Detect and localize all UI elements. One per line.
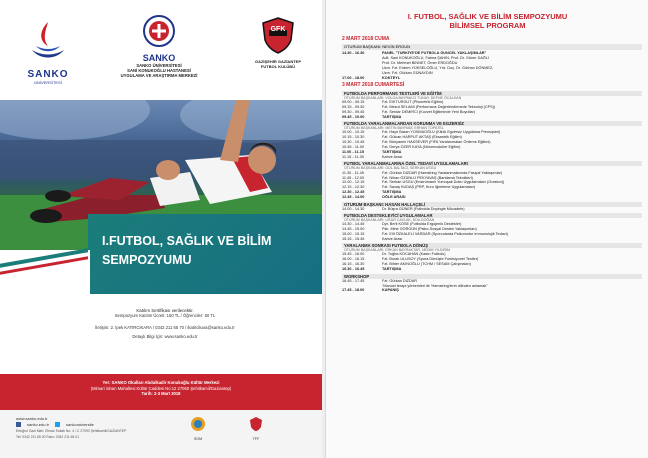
tff-logo-icon xyxy=(248,416,264,432)
club-badge-text: GFK xyxy=(270,26,286,33)
program-item: Fzt. Gülcan HARPUT AKTAŞ (Eksantrik Eğitim) xyxy=(382,135,462,140)
section-chairs: OTURUM BAŞKANLARI: VOLGA BAYRAKCI TUNAY, DEFNE ÖCALKAN xyxy=(344,95,462,100)
program-item: PANEL "TÜRKİYE'DE FUTBOLA GÜNCEL YAKLAŞIMLAR" xyxy=(382,51,487,55)
program-item: Fzt. Elif ÖZKALELİ VARDAR (Sporcularda Psikomotor İmmunolojik Tedavi) xyxy=(382,231,508,236)
program-time: 10.45 - 11.00 xyxy=(342,145,365,150)
program-item: Dr. Büşra GÜNER (Futbolda Dopingle Mücadele) xyxy=(382,206,465,211)
certificate-note: Katılım Sertifikası verilecektir. xyxy=(136,308,194,313)
footer-phone: Tel: 0342 211 65 00 Faks: 0342 211 65 01 xyxy=(16,435,80,439)
footer-social1: sanko.edu.tr xyxy=(27,422,50,427)
footer-address: Ertuğrul Gazi Mah. Elmas Sokak No: 4 / C 27090 Şehitkamil/GAZİANTEP xyxy=(16,429,127,433)
program-time: 14.30 - 16.30 xyxy=(342,51,365,55)
program-row xyxy=(342,237,642,242)
program-item: Kahve Arası xyxy=(382,155,403,159)
club-line1: GAZİŞEHİR GAZİANTEP xyxy=(254,59,301,64)
club-line2: FUTBOL KULÜBÜ xyxy=(260,64,296,69)
program-item: TARTIŞMA xyxy=(382,190,402,195)
program-item: Fzt. Hayri Baran YOSMAOĞLU (Klinik Egzersiz Uygulama Prensipleri) xyxy=(382,130,501,135)
program-item: ÖĞLE ARASI xyxy=(382,195,406,200)
program-item: Uzm. Fzt. Gürkan GÜNAYDIN xyxy=(382,70,433,75)
program-row xyxy=(342,267,642,272)
program-item: Fzt. Serkan USGU (Enstrümanlı Yumuşak Doku Uygulamaları (Graston)) xyxy=(382,180,505,185)
facebook-icon xyxy=(16,422,21,427)
program-section xyxy=(342,213,642,242)
program-item: Fzt. Bünyamin HAKSEVER (FIFA Yaralanmaları Önleme Eğitimi) xyxy=(382,140,491,145)
club-shield-icon xyxy=(260,16,296,54)
program-item: Fzt. Bihter AKINOĞLU (TCHM / SESAM Çalışmaları) xyxy=(382,262,472,267)
program-item: Uzm. Fzt. Erdem YÜKSELOĞLU, Yrd. Doç. Dr. Gürhan DÖNMEZ, xyxy=(382,65,494,70)
program-item: Fzt. Gürkan DİZDAR xyxy=(382,278,418,283)
program-time: 09.45 - 10.00 xyxy=(342,114,365,119)
stripe-area xyxy=(0,250,90,294)
section-chairs: OTURUM BAŞKANLARI: METİN BAYRAM, ERHAN TOPATEL xyxy=(344,126,444,131)
section-chairs: OTURUM BAŞKANLARI: GÜL BALTACI, SERKAN USGU xyxy=(344,166,437,171)
section-title: FUTBOLDA PERFORMANS TESTLERİ VE EĞİTİM xyxy=(342,91,642,96)
program-section xyxy=(342,161,642,200)
logo-row xyxy=(0,0,322,100)
program-time: 16.45 - 17.45 xyxy=(342,278,365,283)
hospital-logo xyxy=(104,14,214,78)
program-item: Fzt. Mesut SELAMİ (Performans Değerlendirmede Teknoloji (CPS)) xyxy=(382,105,496,110)
hospital-seal-icon xyxy=(142,14,176,48)
hospital-wordmark: SANKO xyxy=(142,53,176,63)
program-item: Dr. Tuğba KOCAHAN (Kadın Futbolu) xyxy=(382,252,446,257)
program-item: Fzt. Elif TURGUT (Pliometrik Eğitim) xyxy=(382,100,444,105)
program-title-1: I. FUTBOL, SAĞLIK VE BİLİM SEMPOZYUMU xyxy=(407,12,568,21)
day1-heading: 2 MART 2018 CUMA xyxy=(342,36,390,42)
program-item: Fzt. Nihan ÖZÜNLÜ PEKYAVAŞ (Bantlama Teknikleri) xyxy=(382,175,473,180)
program-time: 11.00 - 11.15 xyxy=(342,150,364,155)
twitter-icon xyxy=(55,422,60,427)
program-time: 12.00 - 12.15 xyxy=(342,180,365,185)
program-time: 16.15 - 16.30 xyxy=(342,262,365,267)
program-time: 11.45 - 12.00 xyxy=(342,175,365,180)
section-title: OTURUM BAŞKANI: HASAN HALLAÇELİ xyxy=(342,202,642,207)
sanko-wordmark: SANKO xyxy=(27,69,69,80)
program-time: 15.45 - 16.00 xyxy=(342,252,365,257)
program-time: 14.30 - 14.45 xyxy=(342,222,365,227)
sgm-logo-icon xyxy=(190,416,206,432)
club-logo xyxy=(244,16,312,69)
program-item: Fzt. Serdar DEMİRCİ (Kuvvet Eğitiminde Yeni Boyutlar) xyxy=(382,109,476,114)
program-item: Fzt. Burak ULUSOY (Spora Dönüşte Fonksiyonel Testler) xyxy=(382,257,479,262)
program-page xyxy=(325,0,648,458)
section-title: FUTBOLDA YARALANMALARDAN KORUNMA VE EGZERSİZ xyxy=(342,121,642,126)
day1-rows xyxy=(342,51,642,80)
program-time: 16.00 - 16.15 xyxy=(342,257,365,262)
sponsor2-label: TFF xyxy=(252,437,260,441)
program-item: Psk. Mine GÖRGÜN (Psiko-Sosyal Destek Yaklaşımları) xyxy=(382,227,477,232)
program-time: 14.00 - 14.30 xyxy=(342,206,365,211)
program-item: Prof. Dr. Mehmet BİNNET, Ömer ERDOĞDU xyxy=(382,60,458,65)
program-item: Dyt. Beril KÖSE (Futbolda Ergojenik Destekler) xyxy=(382,222,462,227)
program-item: Adli. Sani KONUKOĞLU, Fatma ŞAHİN, Prof. Dr. Güner DAĞLI xyxy=(382,55,489,60)
program-item: TARTIŞMA xyxy=(382,150,402,155)
program-section xyxy=(342,243,642,272)
day1-chair: OTURUM BAŞKANI: NEVİN ERGUN xyxy=(342,44,642,50)
program-time: 09.15 - 09.30 xyxy=(342,105,365,110)
program-time: 09.30 - 09.45 xyxy=(342,109,365,114)
program-item: TARTIŞMA xyxy=(382,267,402,272)
section-title: FUTBOL YARALANMALARINA ÖZEL TEDAVİ UYGULAMALARI xyxy=(342,161,642,166)
section-chairs: OTURUM BAŞKANLARI: ERKAN BAYRAKTAR, NEDİM YILDIRIM xyxy=(344,248,451,253)
contact-info: İletişim: 2. İpek KATIRCIKARA / 0342 211 65 70 / ikatircikara@sanko.edu.tr xyxy=(95,324,235,330)
venue-line1: Yer: SANKO Okulları Abdulkadir Konukoğlu Kültür Merkezi xyxy=(102,380,220,385)
program-time: 17.00 - 18.00 xyxy=(342,75,365,80)
section-title: FUTBOLDA DESTEKLEYİCİ UYGULAMALAR xyxy=(342,213,642,218)
program-time: 15.00 - 15.15 xyxy=(342,231,365,236)
program-time: 15.15 - 15.45 xyxy=(342,236,365,241)
program-item: Fzt. Derya ÖZER KAYA (Nöromusküler Eğitim) xyxy=(382,145,461,150)
section-title: WORKSHOP xyxy=(342,274,642,279)
program-section xyxy=(342,121,642,160)
hospital-line1: SANKO ÜNİVERSİTESİ xyxy=(136,63,182,68)
program-row xyxy=(342,195,642,200)
program-time: 14.45 - 15.00 xyxy=(342,227,365,232)
program-section xyxy=(342,91,642,120)
program-item: TARTIŞMA xyxy=(382,114,402,119)
program-row xyxy=(342,115,642,120)
program-time: 11.30 - 11.45 xyxy=(342,170,364,175)
poster-title: I.FUTBOL, SAĞLIK VE BİLİM SEMPOZYUMU xyxy=(102,234,272,267)
info-block xyxy=(0,294,322,374)
hospital-line3: UYGULAMA VE ARAŞTIRMA MERKEZİ xyxy=(120,73,198,78)
poster-title-box xyxy=(88,214,322,294)
program-item: Fzt. Gürkan DİZDAR (Hamstring Yaralanmalarında Fasiyal Yaklaşımlar) xyxy=(382,170,503,175)
program-time: 09.00 - 09.15 xyxy=(342,100,365,105)
program-time: 12.15 - 12.30 xyxy=(342,185,365,190)
program-item: "Manuel terapi yöntemleri ile 'Hamstring'lerin dilinden anlamak" xyxy=(382,283,488,288)
section-chairs: OTURUM BAŞKANLARI: UĞUR CAVLAK, EDA DOĞAN xyxy=(344,217,435,222)
program-time: 12.30 - 12.45 xyxy=(342,190,365,195)
program-time: 17.45 - 18.00 xyxy=(342,288,365,293)
day2-sections xyxy=(342,91,642,293)
program-section xyxy=(342,274,642,294)
sanko-emblem-icon xyxy=(28,20,68,64)
program-row xyxy=(342,207,642,212)
program-time: 12.45 - 14.00 xyxy=(342,195,365,200)
sanko-university-logo xyxy=(20,20,76,85)
program-time: 10.30 - 10.45 xyxy=(342,140,365,145)
sponsor-tff xyxy=(236,416,276,441)
sanko-sub: ÜNİVERSİTESİ xyxy=(34,80,62,85)
fee-info: Sempozyum Katılım Ücreti: 150 TL / Öğrenciler: 50 TL xyxy=(114,313,216,319)
hospital-line2: SANİ KONUKOĞLU HASTANESİ xyxy=(127,68,191,73)
program-body xyxy=(342,36,642,293)
program-row xyxy=(342,288,642,293)
footer-social2: sankouniversite xyxy=(66,422,94,427)
venue-date: Tarih: 2-3 Mart 2018 xyxy=(141,391,181,397)
program-item: Kahve Arası xyxy=(382,236,403,241)
section-title: YARALANMA SONRASI FUTBOLA DÖNÜŞ xyxy=(342,243,642,248)
venue-line2: (Mimari Sinan Mahallesi Kültür Caddesi No:12 27060 Şehitkamil/Gaziantep) xyxy=(90,385,232,391)
footer-website: www.sanko.edu.tr xyxy=(16,416,48,421)
program-item: KOKTEYL xyxy=(382,75,401,80)
program-row xyxy=(342,155,642,160)
sponsor-sgm xyxy=(178,416,218,441)
program-row xyxy=(342,76,642,81)
program-time: 10.15 - 10.30 xyxy=(342,135,365,140)
program-title-2: BİLİMSEL PROGRAM xyxy=(449,21,526,30)
venue-band xyxy=(0,374,322,410)
poster-page xyxy=(0,0,322,458)
day2-heading: 3 MART 2018 CUMARTESİ xyxy=(342,82,405,89)
program-item: Fzt. Savaş KUDAŞ (PRP, Kuru İğneleme Uygulamaları) xyxy=(382,185,476,190)
poster-footer xyxy=(0,410,322,458)
program-time: 16.30 - 16.45 xyxy=(342,267,365,272)
program-time: 11.15 - 11.30 xyxy=(342,155,364,159)
web-info: Detaylı Bilgi İçin: www.sanko.edu.tr xyxy=(132,334,198,340)
program-section xyxy=(342,202,642,212)
program-time: 10.00 - 10.15 xyxy=(342,130,365,135)
sponsor1-label: SGM xyxy=(193,437,203,441)
program-item: KAPANIŞ xyxy=(382,288,399,293)
